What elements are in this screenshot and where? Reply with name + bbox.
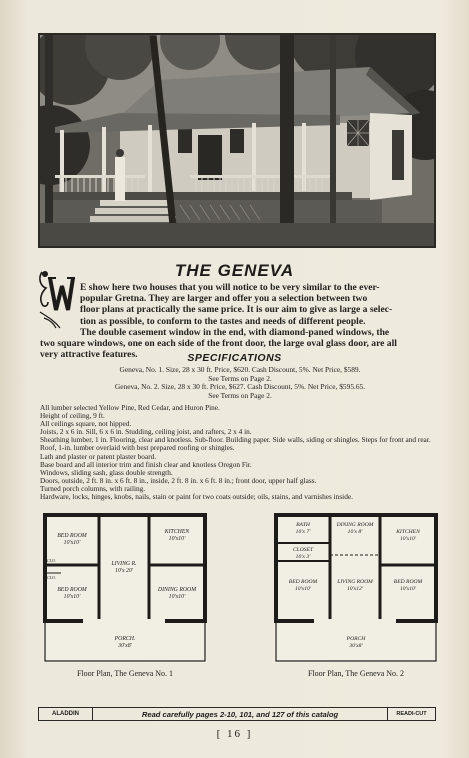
intro-paragraph (40, 282, 440, 360)
page-number: [ 16 ] (216, 728, 253, 740)
plan1-room-name: LIVING R. (111, 561, 137, 567)
plan1-room-size: 10'x 20' (114, 568, 134, 574)
spec-item: Height of ceiling, 9 ft. (40, 411, 105, 421)
intro-line: tion as possible, to conform to the tastes and needs of different people. (80, 315, 366, 327)
plan2-room-name: CLOSET (292, 547, 314, 553)
floor-plan-geneva-2 (274, 513, 438, 663)
intro-line: two square windows, one on each side of the front door, the large oval glass door, are all (40, 338, 397, 350)
page-title: THE GENEVA (174, 261, 295, 280)
house-photograph (38, 33, 436, 248)
intro-line: E show here two houses that you will notice to be very similar to the ever- (80, 282, 380, 293)
spec-item: Roof, 1-in. lumber overlaid with best prepared roofing or shingles. (40, 443, 235, 453)
plan1-caption: Floor Plan, The Geneva No. 1 (76, 669, 174, 678)
plan1-room-size: 10'x10' (63, 540, 81, 546)
spec-item: Base board and all interior trim and finish clear and knotless Oregon Fir. (40, 459, 252, 469)
plan2-room-name: PORCH (346, 636, 366, 642)
plan1-closet-label: CLO. (47, 558, 56, 563)
plan1-room-size: 10'x10' (168, 536, 186, 542)
plan2-room-size: 10'x 7' (295, 529, 311, 535)
plan1-room-name: PORCH. (114, 636, 136, 642)
spec-item: All lumber selected Yellow Pine, Red Cedar, and Huron Pine. (40, 403, 220, 412)
plan1-room-name: DINING ROOM (157, 587, 197, 593)
plan2-room-size: 10'x10' (399, 586, 417, 592)
spec-item: Sheathing lumber, 1 in. Flooring, clear and knotless. Sub-floor. Building paper. Side walls, siding or shingles. Steps for front and rear. (40, 435, 431, 445)
plan2-room-size: 10'x 8' (347, 529, 363, 535)
spec-item: Lath and plaster or patent plaster board. (40, 451, 157, 461)
plan2-caption: Floor Plan, The Geneva No. 2 (307, 669, 405, 678)
plan2-room-size: 10'x12' (346, 586, 364, 592)
plan2-room-name: BED ROOM (288, 579, 318, 585)
plan2-room-size: 10'x 3' (295, 554, 311, 560)
model-terms: See Terms on Page 2. (208, 390, 272, 400)
spec-item: Windows, sliding sash, glass double strength. (40, 467, 173, 477)
footer-brand-right: READI-CUT (387, 708, 435, 720)
plan1-room-size: 30'x8' (118, 643, 132, 649)
intro-line: The double casement window in the end, with diamond-paned windows, the (80, 326, 390, 338)
plan1-room-name: BED ROOM (57, 587, 87, 593)
plan1-closet-label: CLO. (47, 575, 56, 580)
plan1-room-size: 10'x10' (63, 594, 81, 600)
spec-item: All ceilings square, not hipped. (40, 419, 132, 429)
intro-line: popular Gretna. They are larger and offer you a selection between two (80, 293, 368, 305)
plan2-room-name: KITCHEN (396, 529, 420, 535)
model-prices (40, 366, 440, 400)
spec-item: Doors, outside, 2 ft. 8 in. x 6 ft. 8 in., inside, 2 ft. 8 in. x 6 ft. 8 in.; front door, upper half glass. (40, 475, 317, 485)
plan2-room-name: BED ROOM (393, 579, 423, 585)
floor-plan-geneva-1 (43, 513, 207, 663)
intro-line: very attractive features. (40, 349, 138, 361)
catalog-footer-bar (38, 707, 436, 721)
plan2-room-size: 10'x10' (294, 586, 312, 592)
plan2-room-name: BATH (296, 522, 310, 528)
model-line: Geneva, No. 2. Size, 28 x 30 ft. Price, $627. Cash Discount, 5%. Net Price, $595.65. (114, 382, 366, 392)
plan2-room-name: DINING ROOM (336, 522, 374, 528)
plan1-room-name: KITCHEN (164, 529, 190, 535)
specifications-heading: SPECIFICATIONS (187, 352, 282, 364)
plan1-room-size: 10'x10' (168, 594, 186, 600)
model-line: Geneva, No. 1. Size, 28 x 30 ft. Price, $620. Cash Discount, 5%. Net Price, $589. (119, 365, 361, 374)
model-terms: See Terms on Page 2. (208, 373, 272, 383)
intro-line: floor plans at practically the same price. It is our aim to give as large a selec- (80, 304, 393, 316)
footer-brand-left: ALADDIN (39, 708, 93, 720)
plan2-room-name: LIVING ROOM (337, 579, 373, 585)
spec-item: Turned porch columns, with railing. (40, 483, 146, 493)
spec-item: Joists, 2 x 6 in. Sill, 6 x 6 in. Studding, ceiling joist, and rafters, 2 x 4 in. (40, 427, 252, 437)
plan2-room-size: 30'x8' (349, 643, 363, 649)
spec-item: Hardware, locks, hinges, knobs, nails, stain or paint for two coats outside; oils, stains, and varnishes inside. (40, 492, 353, 502)
plan2-room-size: 10'x10' (399, 536, 417, 542)
footer-notice: Read carefully pages 2-10, 101, and 127 of this catalog (141, 709, 339, 719)
plan1-room-name: BED ROOM (57, 533, 87, 539)
specification-details (40, 404, 442, 501)
